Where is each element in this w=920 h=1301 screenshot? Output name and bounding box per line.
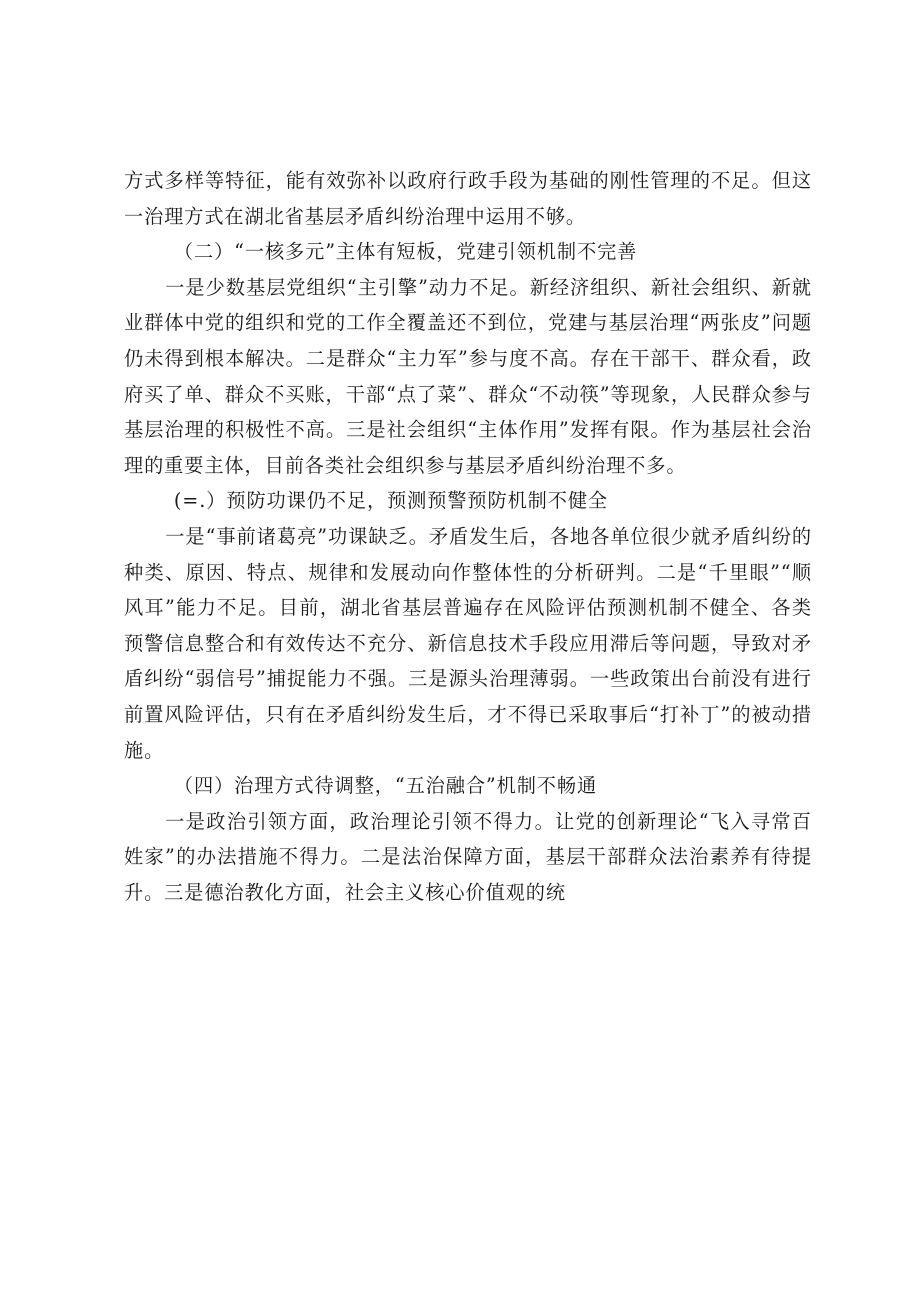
document-page	[124, 163, 812, 910]
paragraph-section-3: 一是“事前诸葛亮”功课缺乏。矛盾发生后，各地各单位很少就矛盾纠纷的种类、原因、特点、规律和发展动向作整体性的分析研判。二是“千里眼”“顺风耳”能力不足。目前，湖北省基层普遍存在风险评估预测机制不健全、各类预警信息整合和有效传达不充分、新信息技术手段应用滞后等问题，导致对矛盾纠纷“弱信号”捕捉能力不强。三是源头治理薄弱。一些政策出台前没有进行前置风险评估，只有在矛盾纠纷发生后，才不得已采取事后“打补丁”的被动措施。	[124, 524, 812, 762]
paragraph-section-2: 一是少数基层党组织“主引擎”动力不足。新经济组织、新社会组织、新就业群体中党的组织和党的工作全覆盖还不到位，党建与基层治理“两张皮”问题仍未得到根本解决。二是群众“主力军”参与度不高。存在干部干、群众看，政府买了单、群众不买账，干部“点了菜”、群众“不动筷”等现象，人民群众参与基层治理的积极性不高。三是社会组织“主体作用”发挥有限。作为基层社会治理的重要主体，目前各类社会组织参与基层矛盾纠纷治理不多。	[124, 275, 812, 477]
paragraph-section-4: 一是政治引领方面，政治理论引领不得力。让党的创新理论“飞入寻常百姓家”的办法措施不得力。二是法治保障方面，基层干部群众法治素养有待提升。三是德治教化方面，社会主义核心价值观的统	[124, 809, 812, 904]
section-heading-4: （四）治理方式待调整，“五治融合”机制不畅通	[173, 774, 598, 798]
paragraph-intro-continued: 方式多样等特征，能有效弥补以政府行政手段为基础的刚性管理的不足。但这一治理方式在湖北省基层矛盾纠纷治理中运用不够。	[124, 169, 812, 228]
section-heading-2: （二）“一核多元”主体有短板，党建引领机制不完善	[173, 240, 638, 264]
section-heading-3: (=.）预防功课仍不足，预测预警预防机制不健全	[173, 489, 609, 513]
